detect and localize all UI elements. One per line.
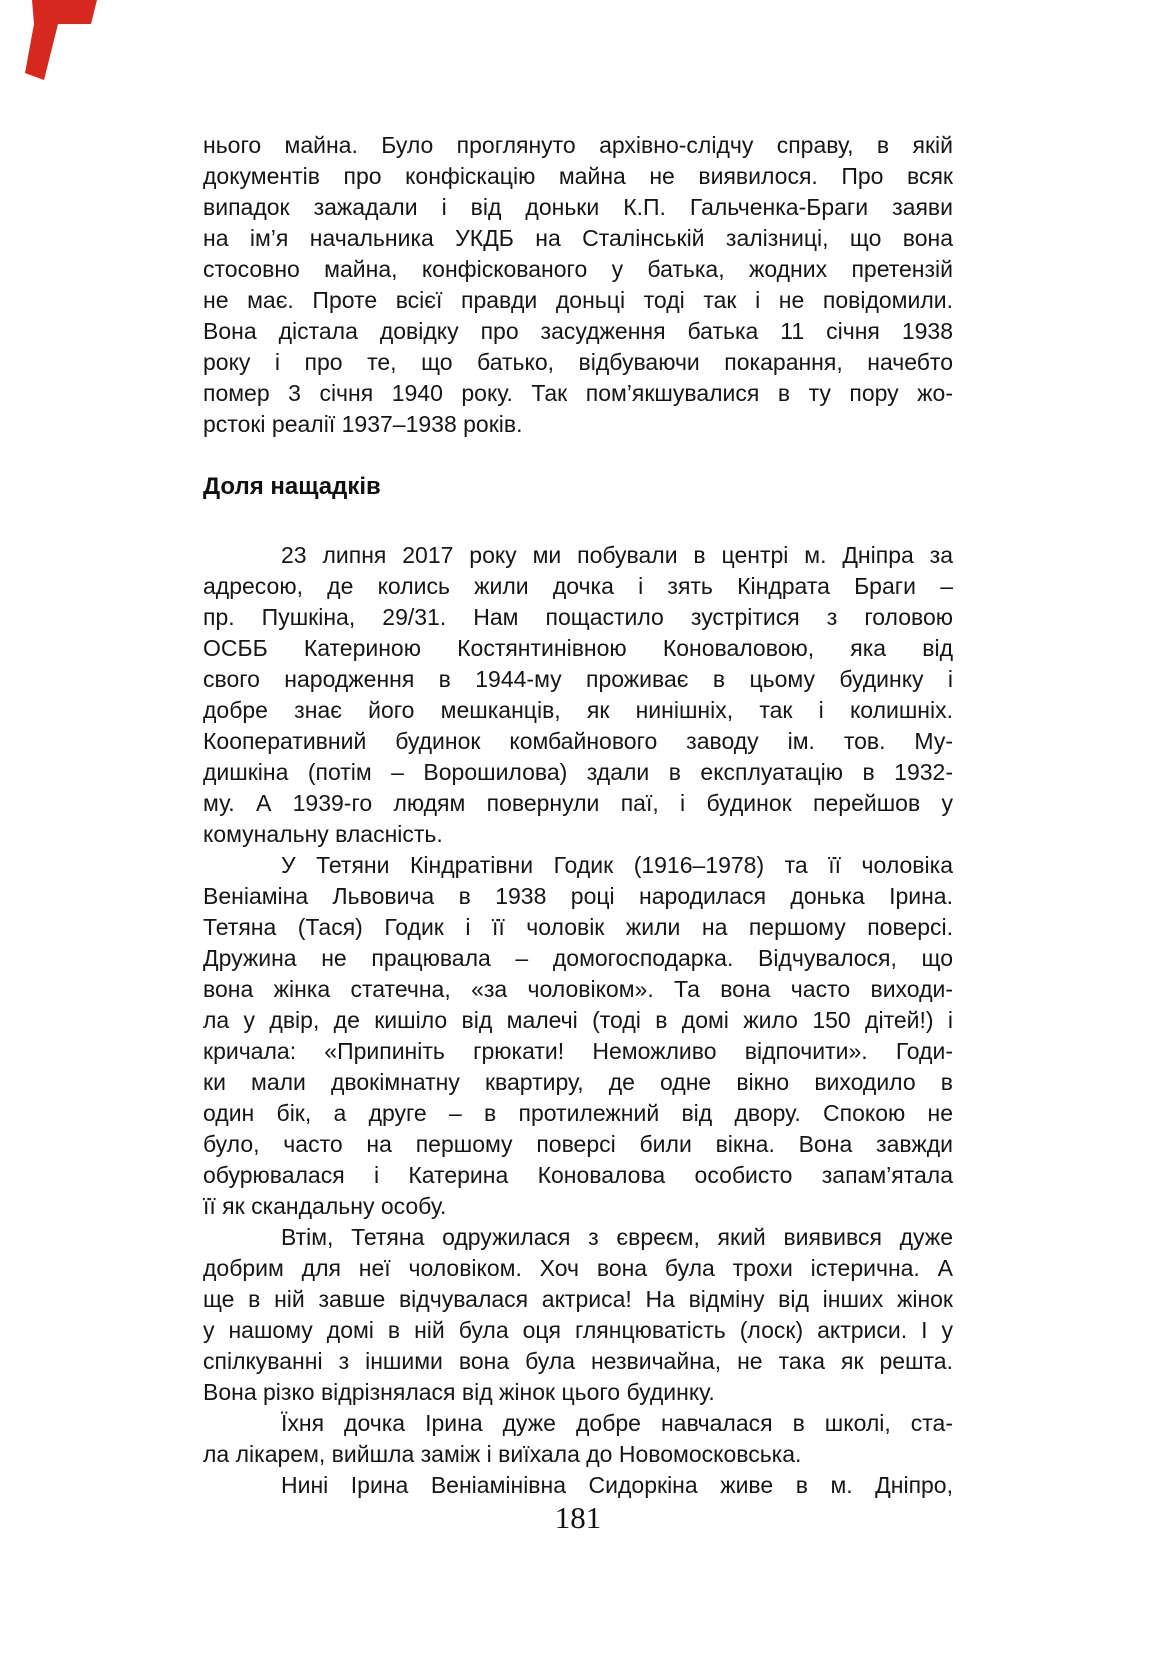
text-line: ки мали двокімнатну квартиру, де одне вікно виходило в: [203, 1069, 953, 1095]
text-line: обурювалася і Катерина Коновалова особисто запам’ятала: [203, 1162, 953, 1188]
page-text: [203, 130, 953, 1501]
paragraph: [203, 540, 953, 850]
text-line: один бік, а друге – в протилежний від двору. Спокою не: [203, 1100, 953, 1126]
text-line: Їхня дочка Ірина дуже добре навчалася в школі, ста-: [281, 1410, 953, 1436]
text-line: ла лікарем, вийшла заміж і виїхала до Новомосковська.: [203, 1441, 802, 1467]
paragraph: [203, 850, 953, 1222]
text-line: дишкіна (потім – Ворошилова) здали в експлуатацію в 1932-: [203, 759, 953, 785]
text-line: У Тетяни Кіндратівни Годик (1916–1978) та її чоловіка: [281, 852, 953, 878]
text-line: ла у двір, де кишіло від малечі (тоді в домі жило 150 дітей!) і: [203, 1007, 953, 1033]
text-line: Тетяна (Тася) Годик і її чоловік жили на першому поверсі.: [203, 914, 953, 940]
text-line: Вона різко відрізнялася від жінок цього будинку.: [203, 1379, 715, 1405]
page-number: 181: [554, 1500, 602, 1535]
text-line: її як скандальну особу.: [203, 1193, 447, 1219]
text-line: му. А 1939-го людям повернули паї, і будинок перейшов у: [203, 790, 953, 816]
text-line: Веніаміна Львовича в 1938 році народилася донька Ірина.: [203, 883, 953, 909]
text-line: спілкуванні з іншими вона була незвичайна, не така як решта.: [203, 1348, 953, 1374]
text-line: Кооперативний будинок комбайнового заводу ім. тов. Му-: [203, 728, 953, 754]
paragraph: [203, 1470, 953, 1501]
text-line: ОСББ Катериною Костянтинівною Коноваловою, яка від: [203, 635, 953, 661]
text-line: свого народження в 1944-му проживає в цьому будинку і: [203, 666, 953, 692]
text-line: ще в ній завше відчувалася актриса! На відміну від інших жінок: [203, 1286, 953, 1312]
text-line: Вона дістала довідку про засудження батька 11 січня 1938: [203, 318, 953, 344]
text-line: пр. Пушкіна, 29/31. Нам пощастило зустрітися з головою: [203, 604, 953, 630]
red-mark-stroke: [25, 0, 97, 80]
text-line: вона жінка статечна, «за чоловіком». Та вона часто виходи-: [203, 976, 953, 1002]
text-line: Нині Ірина Веніамінівна Сидоркіна живе в м. Дніпро,: [281, 1472, 953, 1498]
text-line: добре знає його мешканців, як нинішніх, так і колишніх.: [203, 697, 953, 723]
text-line: у нашому домі в ній була оця глянцюватість (лоск) актриси. І у: [203, 1317, 953, 1343]
text-line: рстокі реалії 1937–1938 років.: [203, 411, 523, 437]
paragraph: [203, 1222, 953, 1408]
text-line: адресою, де колись жили дочка і зять Кіндрата Браги –: [203, 573, 953, 599]
text-line: не має. Проте всієї правди доньці тоді так і не повідомили.: [203, 287, 953, 313]
text-line: випадок зажадали і від доньки К.П. Гальченка-Браги заяви: [203, 194, 953, 220]
paragraph: [203, 1408, 953, 1470]
text-line: добрим для неї чоловіком. Хоч вона була трохи істерична. А: [203, 1255, 953, 1281]
section-heading: Доля нащадків: [203, 473, 381, 500]
text-line: 23 липня 2017 року ми побували в центрі м. Дніпра за: [281, 542, 953, 568]
paragraph: [203, 130, 953, 440]
text-line: помер 3 січня 1940 року. Так пом’якшувалися в ту пору жо-: [203, 380, 953, 406]
text-line: документів про конфіскацію майна не виявилося. Про всяк: [203, 163, 953, 189]
text-line: Дружина не працювала – домогосподарка. Відчувалося, що: [203, 945, 953, 971]
text-line: кричала: «Припиніть грюкати! Неможливо відпочити». Годи-: [203, 1038, 953, 1064]
red-corner-mark: [24, 0, 102, 84]
text-line: на ім’я начальника УКДБ на Сталінській залізниці, що вона: [203, 225, 953, 251]
text-line: року і про те, що батько, відбуваючи покарання, начебто: [203, 349, 953, 375]
text-line: стосовно майна, конфіскованого у батька, жодних претензій: [203, 256, 953, 282]
text-line: було, часто на першому поверсі били вікна. Вона завжди: [203, 1131, 953, 1157]
text-line: Втім, Тетяна одружилася з євреєм, який виявився дуже: [281, 1224, 953, 1250]
text-line: комунальну власність.: [203, 821, 443, 847]
text-line: нього майна. Було проглянуто архівно-слідчу справу, в якій: [203, 132, 953, 158]
